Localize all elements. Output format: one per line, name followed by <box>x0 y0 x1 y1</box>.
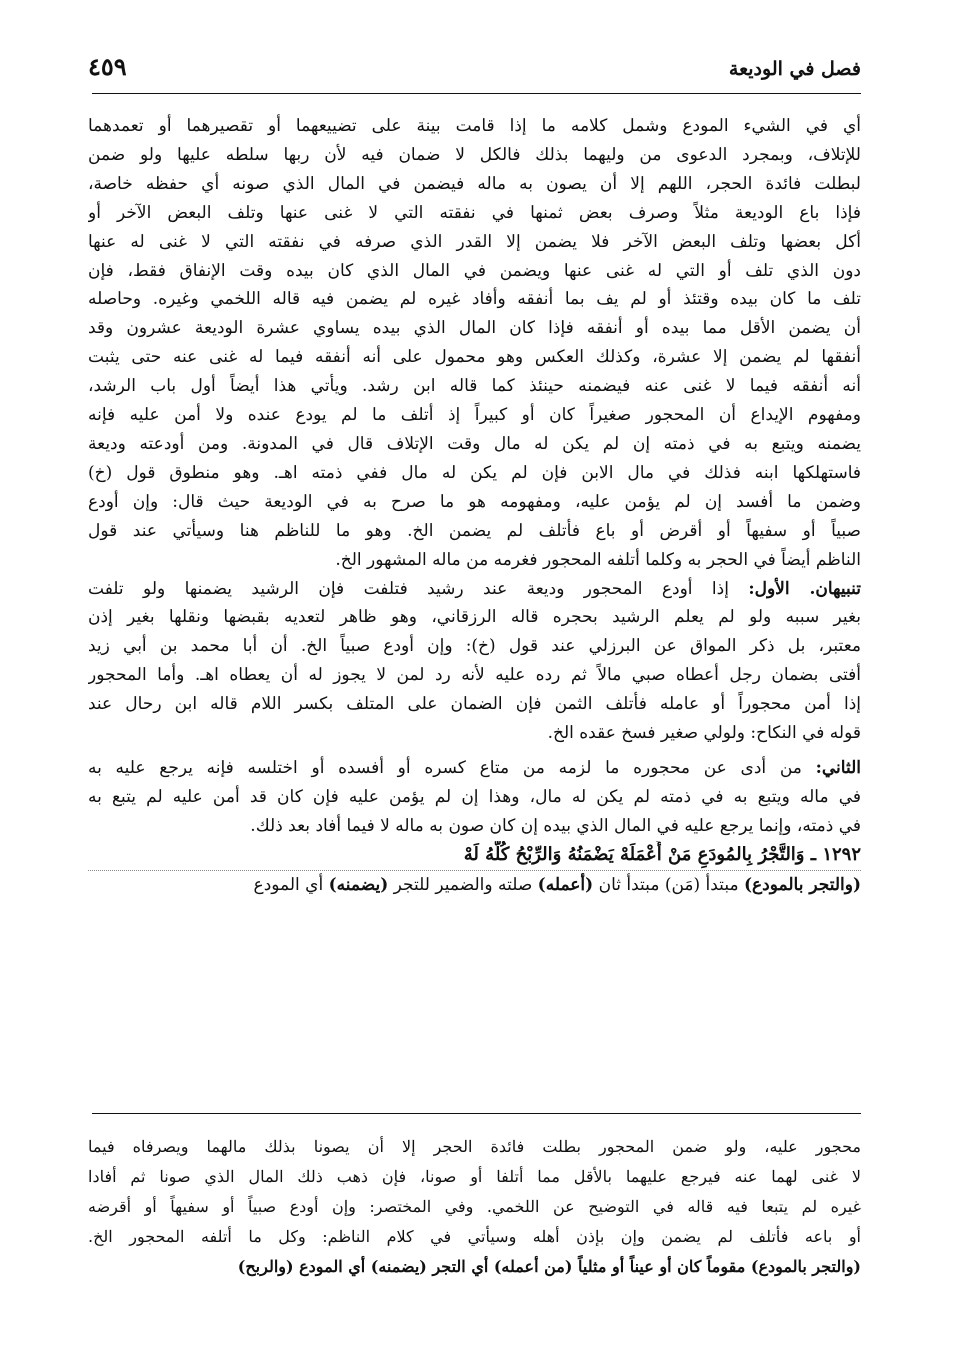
text-line: أكل بعضها وتلف البعض الآخر فلا يضمن إلا القدر الذي صرفه في نفقته التي لا غنى له عنها <box>88 231 861 252</box>
note-first <box>88 575 861 748</box>
note-second <box>88 754 861 841</box>
text-line <box>88 575 861 604</box>
verse-line <box>88 841 861 871</box>
text-line: قوله في النكاح: ولولي صغير فسخ عقده الخ. <box>547 723 861 744</box>
text-line: للإتلاف، وبمجرد الدعوى من وليهما بذلك فالكل لا ضمان فيه لأن ربها سلطه عليها ولو ضمن <box>88 144 861 165</box>
commentary-term: (أعمله) <box>537 874 594 895</box>
header-rule <box>92 93 861 94</box>
text-line: أي في الشيء المودع وشمل كلامه ما إذا قامت بينة على تضييعهما أو تقصيرهما أو تعمدهما <box>88 116 861 136</box>
text-line: يضمنه ويتبع به في ذمته إن لم يكن له مال وقت الإتلاف قال في المدونة. ومن أودعته وديعة <box>88 433 861 454</box>
note-text: من أدى عن محجوره ما لزمه من متاع كسره أو أفسده أو اختلسه فإنه يرجع عليه به <box>88 757 802 778</box>
commentary-term: (يضمنه) <box>328 874 389 895</box>
footnote-line: أو باعه فأتلف لم يضمن وإن بإذن أهله وسيأتي في كلام الناظم: وكل ما أتلفه المحجور الخ. <box>88 1227 861 1246</box>
text-line: بغير سببه ولو لم يعلم الرشيد بحجره قاله الرزقاني، وهو ظاهر لتعديه بقبضها ونقلها بغير إذن <box>88 607 861 628</box>
note-text: إذا أودع المحجور وديعة عند رشيد فتلفت فإن الرشيد يضمنها ولو تلفت <box>88 578 729 599</box>
commentary-term: (والتجر بالمودع) <box>743 874 861 895</box>
paragraph-main <box>88 112 861 575</box>
text-line: أفتى بضمان رجل أعطاه صبي مالاً ثم رده عليه لأنه رد لمن لا يجوز له أن يعطاه اهـ. وأما المحجور <box>88 665 861 686</box>
text-line: أن يضمن الأقل مما بيده أو أنفقه فإذا كان المال الذي بيده يساوي عشرة الوديعة عشرون وقد <box>88 318 861 339</box>
text-line: إذا أمن محجوراً أو عامله فأتلف الثمن فإن الضمان على المتلف بكسر اللام قاله ابن رحال عند <box>88 694 861 715</box>
footnote-line: غيره لم يتبعا فيه قاله في التوضيح عن اللخمي. وفي المختصر: وإن أودع صبياً أو سفيهاً أو أقرضه <box>88 1197 861 1216</box>
text-line: وضمن ما أفسد إن لم يؤمن عليه، ومفهومه هو ما صرح به في الوديعة حيث قال: وإن أودع <box>88 491 861 512</box>
text-line: فاستهلكها ابنه فذلك في مال الابن فإن لم يكن له مال ففي ذمته اهـ. وهو منطوق قول (خ) <box>88 462 861 483</box>
text-line: أنفقها لم يضمن إلا عشرة، وكذلك العكس وهو محمول على أنه أنفقه فيما له غنى عنه حتى يثبت <box>88 347 861 368</box>
text-line: معتبر، بل ذكر المواق عن البرزلي عند قول (خ): وإن أودع صبياً الخ. أن أبا محمد بن أبي زيد <box>88 636 861 657</box>
text-line: أنه أنفقه فيما لا غنى عنه فيضمنه حينئذ كما قاله ابن رشد. ويأتي هذا أيضاً أول باب الرشد، <box>88 376 861 397</box>
commentary-text: مبتدأ (مَن) مبتدأ ثان <box>593 874 744 895</box>
text-line: لبطلت فائدة الحجر، اللهم إلا أن يصون به ماله فيضمن في المال الذي صونه أي حفظه خاصة، <box>88 173 861 194</box>
footnote-line: محجور عليه، ولو ضمن المحجور بطلت فائدة الحجر إلا أن يصونا بذلك مالهما ويصرفاه فيما <box>88 1137 861 1156</box>
text-line: دون الذي تلف أو التي له غنى عنها ويضمن في المال الذي كان بيده وقت الإنفاق فقط، فإن <box>88 260 861 281</box>
chapter-title: فصل في الوديعة <box>728 58 861 80</box>
text-line: صبياً أو سفيهاً أو أقرض أو باع فأتلف لم يضمن الخ. وهو ما للناظم هنا وسيأتي عند قول <box>88 520 861 541</box>
text-line <box>88 754 861 783</box>
text-line: في ماله ويتبع به في ذمته لم يكن له مال، وهذا إن لم يؤمن عليه فإن كان قد أمن عليه لم يتبع به <box>88 786 861 807</box>
page-number: ٤٥٩ <box>88 52 127 81</box>
commentary-line <box>88 871 861 900</box>
running-head <box>88 52 861 90</box>
footnote-line: لا غنى لهما عنه فيرجع عليهما بالأقل مما أتلفا أو صونا، فإن ذهب ذلك المال الذي صونا ثم أفادا <box>88 1167 861 1186</box>
commentary-text: صلته والضمير للتجر <box>388 874 538 895</box>
commentary-text: أي المودع <box>253 874 329 895</box>
note-second-label: الثاني: <box>815 757 861 778</box>
note-first-label: تنبيهان. الأول: <box>748 578 861 599</box>
footnote-rule <box>92 1113 861 1114</box>
text-line: ومفهوم الإيداع أن المحجور صغيراً كان أو كبيراً إذ أتلف ما لم يودع عنده ولا أمن عليه فإنه <box>88 405 861 426</box>
verse-text: وَالتَّجْرُ بِالمُودَعِ مَنْ أَعْمَلَهْ يَضْمَنُهُ وَالرِّبْحُ كُلُّهُ لَهْ <box>463 843 805 865</box>
text-line: فإذا باع الوديعة مثلاً وصرف بعض ثمنها في نفقته التي لا غنى عنها وتلف البعض الآخر أو <box>88 202 861 223</box>
text-line: تلف ما كان بيده وقتئذ أو لم يف بما أنفقه وأفاد غيره لم يضمن فيه قاله اللخمي وغيره. وحاصله <box>88 289 861 310</box>
footnote <box>88 1132 861 1282</box>
footnote-line: (والتجر بالمودع) مقوماً كان أو عيناً أو مثلياً (من أعمله) أي التجر (يضمنه) أي المودع (والربح) <box>237 1257 861 1276</box>
main-text <box>88 112 861 899</box>
text-line: في ذمته، وإنما يرجع عليه في المال الذي بيده إن كان صون به ماله لا فيما أفاد بعد ذلك. <box>250 815 861 836</box>
text-line: الناظم أيضاً في الحجر به وكلما أتلفه المحجور فغرمه من ماله المشهور الخ. <box>335 549 861 570</box>
verse-number: ١٢٩٢ ـ <box>810 843 861 865</box>
